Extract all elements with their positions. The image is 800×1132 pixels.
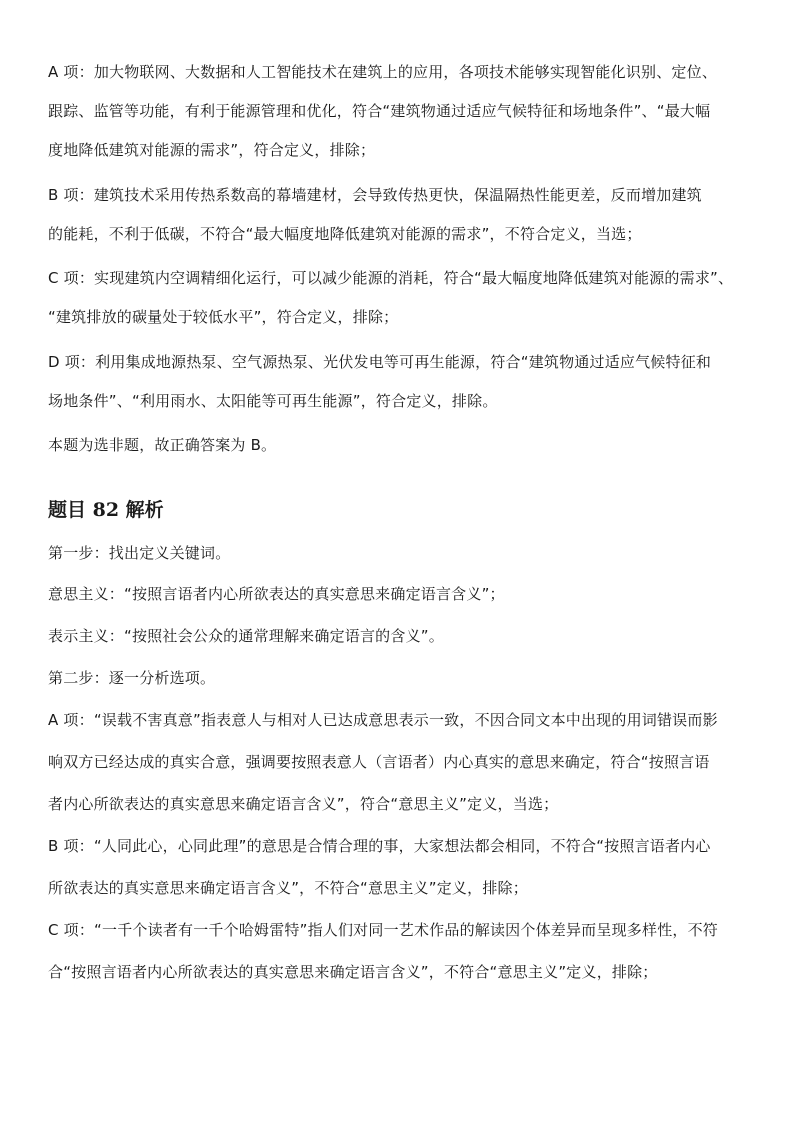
paragraph-line: 意思主义：“按照言语者内心所欲表达的真实意思来确定语言含义”； — [48, 585, 505, 603]
paragraph-line: 第一步：找出定义关键词。 — [48, 544, 231, 562]
paragraph-line: 者内心所欲表达的真实意思来确定语言含义”，符合“意思主义”定义，当选； — [48, 795, 559, 813]
paragraph-line: C 项：实现建筑内空调精细化运行，可以减少能源的消耗，符合“最大幅度地降低建筑对能源的需求”、 — [48, 269, 734, 287]
paragraph-line: 度地降低建筑对能源的需求”，符合定义，排除； — [48, 141, 376, 159]
paragraph-line: A 项：“误载不害真意”指表意人与相对人已达成意思表示一致，不因合同文本中出现的用词错误而影 — [48, 711, 718, 729]
paragraph-line: “建筑排放的碳量处于较低水平”，符合定义，排除； — [48, 308, 399, 326]
paragraph-line: B 项：建筑技术采用传热系数高的幕墙建材，会导致传热更快，保温隔热性能更差，反而增加建筑 — [48, 186, 702, 204]
paragraph-line: 合“按照言语者内心所欲表达的真实意思来确定语言含义”，不符合“意思主义”定义，排除； — [48, 963, 658, 981]
paragraph-line: A 项：加大物联网、大数据和人工智能技术在建筑上的应用，各项技术能够实现智能化识别、定位、 — [48, 63, 718, 81]
paragraph-line: 跟踪、监管等功能，有利于能源管理和优化，符合“建筑物通过适应气候特征和场地条件”、“最大幅 — [48, 102, 711, 120]
paragraph-line: 响双方已经达成的真实合意，强调要按照表意人（言语者）内心真实的意思来确定，符合“按照言语 — [48, 753, 710, 771]
paragraph-line: 本题为选非题，故正确答案为 B。 — [48, 436, 277, 454]
section-heading: 题目 82 解析 — [48, 499, 164, 521]
paragraph-line: 表示主义：“按照社会公众的通常理解来确定语言的含义”。 — [48, 627, 444, 645]
paragraph-line: B 项：“人同此心，心同此理”的意思是合情合理的事，大家想法都会相同，不符合“按照言语者内心 — [48, 837, 711, 855]
paragraph-line: 的能耗，不利于低碳，不符合“最大幅度地降低建筑对能源的需求”，不符合定义，当选； — [48, 225, 642, 243]
paragraph-line: D 项：利用集成地源热泵、空气源热泵、光伏发电等可再生能源，符合“建筑物通过适应气候特征和 — [48, 353, 712, 371]
paragraph-line: 所欲表达的真实意思来确定语言含义”，不符合“意思主义”定义，排除； — [48, 879, 528, 897]
paragraph-line: 场地条件”、“利用雨水、太阳能等可再生能源”，符合定义，排除。 — [48, 392, 498, 410]
paragraph-line: 第二步：逐一分析选项。 — [48, 669, 216, 687]
paragraph-line: C 项：“一千个读者有一千个哈姆雷特”指人们对同一艺术作品的解读因个体差异而呈现多样性，不符 — [48, 921, 718, 939]
